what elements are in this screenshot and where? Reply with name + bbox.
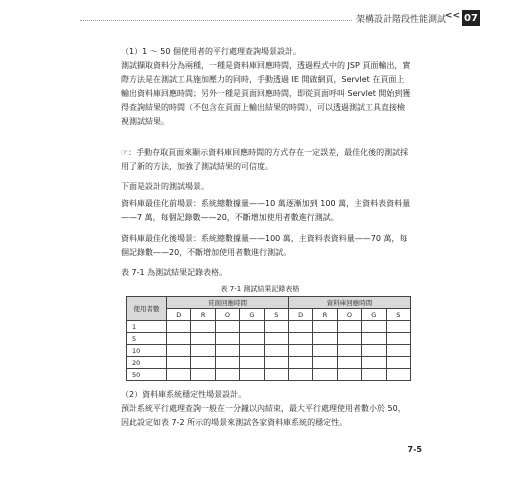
empty-cell: [215, 333, 239, 345]
empty-cell: [386, 345, 410, 357]
sub-header: R: [191, 309, 215, 321]
empty-cell: [191, 357, 215, 369]
empty-cell: [167, 321, 191, 333]
user-count-cell: 1: [127, 321, 167, 333]
sub-header: O: [337, 309, 361, 321]
paragraph-before-optimization: 資料庫最佳化前場景：系統總數據量——10 萬逐漸加到 100 萬，主資料表資料量——7 萬，每個記錄數——20，不斷增加使用者數進行測試。: [121, 199, 411, 222]
empty-cell: [240, 345, 264, 357]
user-count-cell: 20: [127, 357, 167, 369]
page-header: [80, 10, 480, 32]
user-count-cell: 5: [127, 333, 167, 345]
empty-cell: [215, 357, 239, 369]
page-number: 7-5: [407, 445, 422, 454]
empty-cell: [264, 345, 288, 357]
column-header-users: 使用者數: [127, 297, 167, 321]
paragraph-data-capture: 測試擷取資料分為兩種，一種是資料庫回應時間，透過程式中的 JSP 頁面輸出，實際方法是在測試工具施加壓力的同時，手動透過 IE 開啟網頁，Servlet 在頁面上輸出資料庫回應時間；另外一種是頁面回應時間，即從頁面呼叫 Servlet 開始到獲得查詢結果的時間（不包含在頁面上輸出結果的時間），可以透過測試工具直接檢視測試結果。: [121, 61, 411, 126]
table-row: [127, 369, 411, 381]
user-count-cell: 10: [127, 345, 167, 357]
sub-header: D: [167, 309, 191, 321]
empty-cell: [288, 321, 312, 333]
empty-cell: [362, 333, 386, 345]
chapter-title: 架構設計階段性能測試: [352, 12, 446, 25]
empty-cell: [337, 357, 361, 369]
table-row: [127, 333, 411, 345]
user-count-cell: 50: [127, 369, 167, 381]
paragraph-scenarios-intro: 下面是設計的測試場景。: [121, 182, 209, 191]
empty-cell: [215, 345, 239, 357]
empty-cell: [264, 357, 288, 369]
empty-cell: [337, 321, 361, 333]
sub-header: G: [240, 309, 264, 321]
sub-header: G: [362, 309, 386, 321]
empty-cell: [191, 333, 215, 345]
empty-cell: [362, 369, 386, 381]
group-header-db-response: 資料庫回應時間: [288, 297, 410, 309]
empty-cell: [337, 333, 361, 345]
empty-cell: [362, 345, 386, 357]
chapter-badge: 07: [462, 10, 480, 26]
empty-cell: [386, 369, 410, 381]
empty-cell: [215, 321, 239, 333]
tip-note: [121, 146, 411, 174]
sub-header: R: [313, 309, 337, 321]
empty-cell: [362, 357, 386, 369]
empty-cell: [264, 321, 288, 333]
empty-cell: [167, 345, 191, 357]
tip-text: ：手動存取頁面來顯示資料庫回應時間的方式存在一定誤差，最佳化後的測試採用了新的方法，加強了測試結果的可信度。: [121, 148, 409, 171]
empty-cell: [191, 369, 215, 381]
empty-cell: [313, 357, 337, 369]
empty-cell: [288, 357, 312, 369]
empty-cell: [313, 369, 337, 381]
empty-cell: [386, 357, 410, 369]
empty-cell: [386, 321, 410, 333]
empty-cell: [362, 321, 386, 333]
empty-cell: [167, 333, 191, 345]
empty-cell: [264, 333, 288, 345]
section-heading-concurrency: （1）1 ～ 50 個使用者的平行處理查詢場景設計。: [121, 47, 301, 56]
empty-cell: [337, 369, 361, 381]
empty-cell: [264, 369, 288, 381]
empty-cell: [240, 333, 264, 345]
empty-cell: [240, 321, 264, 333]
empty-cell: [215, 369, 239, 381]
sub-header: D: [288, 309, 312, 321]
group-header-page-response: 頁面回應時間: [167, 297, 289, 309]
sub-header: S: [386, 309, 410, 321]
table-row: [127, 345, 411, 357]
empty-cell: [167, 357, 191, 369]
empty-cell: [167, 369, 191, 381]
section-heading-stability: （2）資料庫系統穩定性場景設計。: [121, 390, 247, 399]
empty-cell: [288, 369, 312, 381]
empty-cell: [313, 345, 337, 357]
empty-cell: [240, 369, 264, 381]
empty-cell: [288, 345, 312, 357]
empty-cell: [191, 321, 215, 333]
paragraph-table-ref: 表 7-1 為測試結果記錄表格。: [121, 268, 228, 277]
paragraph-after-optimization: 資料庫最佳化後場景：系統總數據量——100 萬，主資料表資料量——70 萬，每個記錄數——20，不斷增加使用者數進行測試。: [121, 234, 408, 257]
chevron-left-icon: <<: [444, 11, 460, 21]
results-table: [126, 296, 411, 381]
empty-cell: [240, 357, 264, 369]
empty-cell: [313, 333, 337, 345]
paragraph-stability: 預計系統平行處理查詢一般在一分鐘以內結束，最大平行處理使用者數小於 50，因此設定如表 7-2 所示的場景來測試各家資料庫系統的穩定性。: [121, 404, 406, 427]
table-row: [127, 321, 411, 333]
empty-cell: [386, 333, 410, 345]
empty-cell: [313, 321, 337, 333]
table-row: [127, 357, 411, 369]
empty-cell: [337, 345, 361, 357]
sub-header: S: [264, 309, 288, 321]
empty-cell: [288, 333, 312, 345]
sub-header: O: [215, 309, 239, 321]
table-caption: 表 7-1 測試結果記錄表格: [220, 285, 300, 293]
pointing-hand-icon: ☞: [121, 148, 129, 157]
empty-cell: [191, 345, 215, 357]
